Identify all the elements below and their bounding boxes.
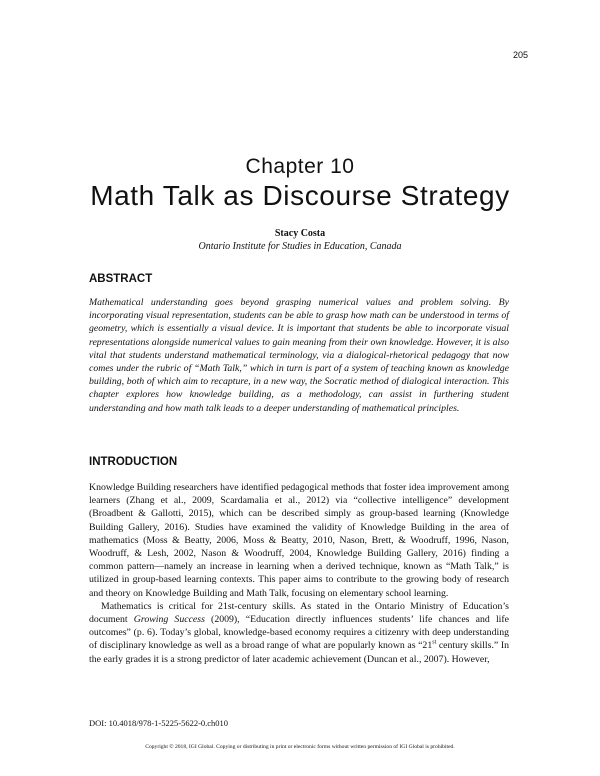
author-affiliation: Ontario Institute for Studies in Education, Canada bbox=[198, 241, 402, 252]
intro-paragraph-2 bbox=[89, 600, 509, 666]
intro-paragraph-1: Knowledge Building researchers have identified pedagogical methods that foster idea improvement among learners (Zhang et al., 2009, Scardamalia et al., 2012) via “collective intelligence” development (Broadbent & Gallotti, 2015), which can be described simply as group-based learning (Knowledge Building Gallery, 2016). Studies have examined the validity of Knowledge Building in the area of mathematics (Moss & Beatty, 2006, Moss & Beatty, 2010, Nason, Brett, & Woodruff, 1996, Nason, Woodruff, & Lesh, 2002, Nason & Woodruff, 2004, Knowledge Building Gallery, 2016) finding a common pattern—namely an increase in learning when a derived technique, known as “Math Talk,” is utilized in group-based learning contexts. This paper aims to contribute to the growing body of research and theory on Knowledge Building and Math Talk, focusing on elementary school learning. bbox=[89, 482, 509, 599]
abstract-text: Mathematical understanding goes beyond grasping numerical values and problem solving. By incorporating visual representation, students can be able to grasp how math can be understood in terms of geometry, which is essentially a visual device. It is important that students be able to incorporate visual representations alongside numerical values to gain meaning from their own knowledge. However, it is also vital that students understand mathematical terminology, via a dialogical-rhetorical pedagogy that now comes under the rubric of “Math Talk,” which in turn is part of a system of teaching known as knowledge building, both of which aim to recapture, in a new way, the Socratic method of dialogical interaction. This chapter explores how knowledge building, as a methodology, can assist in furthering student understanding and how math talk leads to a deeper understanding of mathematical principles. bbox=[89, 297, 509, 414]
introduction-heading: INTRODUCTION bbox=[89, 456, 178, 468]
intro-p2-text-1: Mathematics is critical for 21st-century skills. As stated in the Ontario Ministry of Education’s document bbox=[89, 600, 509, 626]
doi-line: DOI: 10.4018/978-1-5225-5622-0.ch010 bbox=[89, 718, 229, 728]
chapter-title: Math Talk as Discourse Strategy bbox=[90, 180, 510, 211]
intro-p2-text-3: century skills.” In the early grades it is a strong predictor of later academic achievement (Duncan et al., 2007). However, bbox=[89, 640, 509, 665]
introduction-body bbox=[89, 481, 509, 666]
page-number: 205 bbox=[512, 50, 528, 60]
intro-p2-superscript: st bbox=[432, 640, 437, 647]
author-name: Stacy Costa bbox=[274, 228, 326, 239]
abstract-heading: ABSTRACT bbox=[89, 273, 153, 285]
copyright-notice: Copyright © 2018, IGI Global. Copying or distributing in print or electronic forms without written permission of IGI Global is prohibited. bbox=[145, 744, 455, 750]
intro-p2-text-2: (2009), “Education directly influences students’ life chances and life outcomes” (p. 6). Today’s global, knowledge-based economy requires a citizenry with deep understanding of disciplinary knowledge as well as a broad range of what are popularly known as “21 bbox=[89, 614, 509, 652]
chapter-label: Chapter 10 bbox=[245, 155, 355, 178]
intro-p2-italic-title: Growing Success bbox=[133, 614, 205, 626]
